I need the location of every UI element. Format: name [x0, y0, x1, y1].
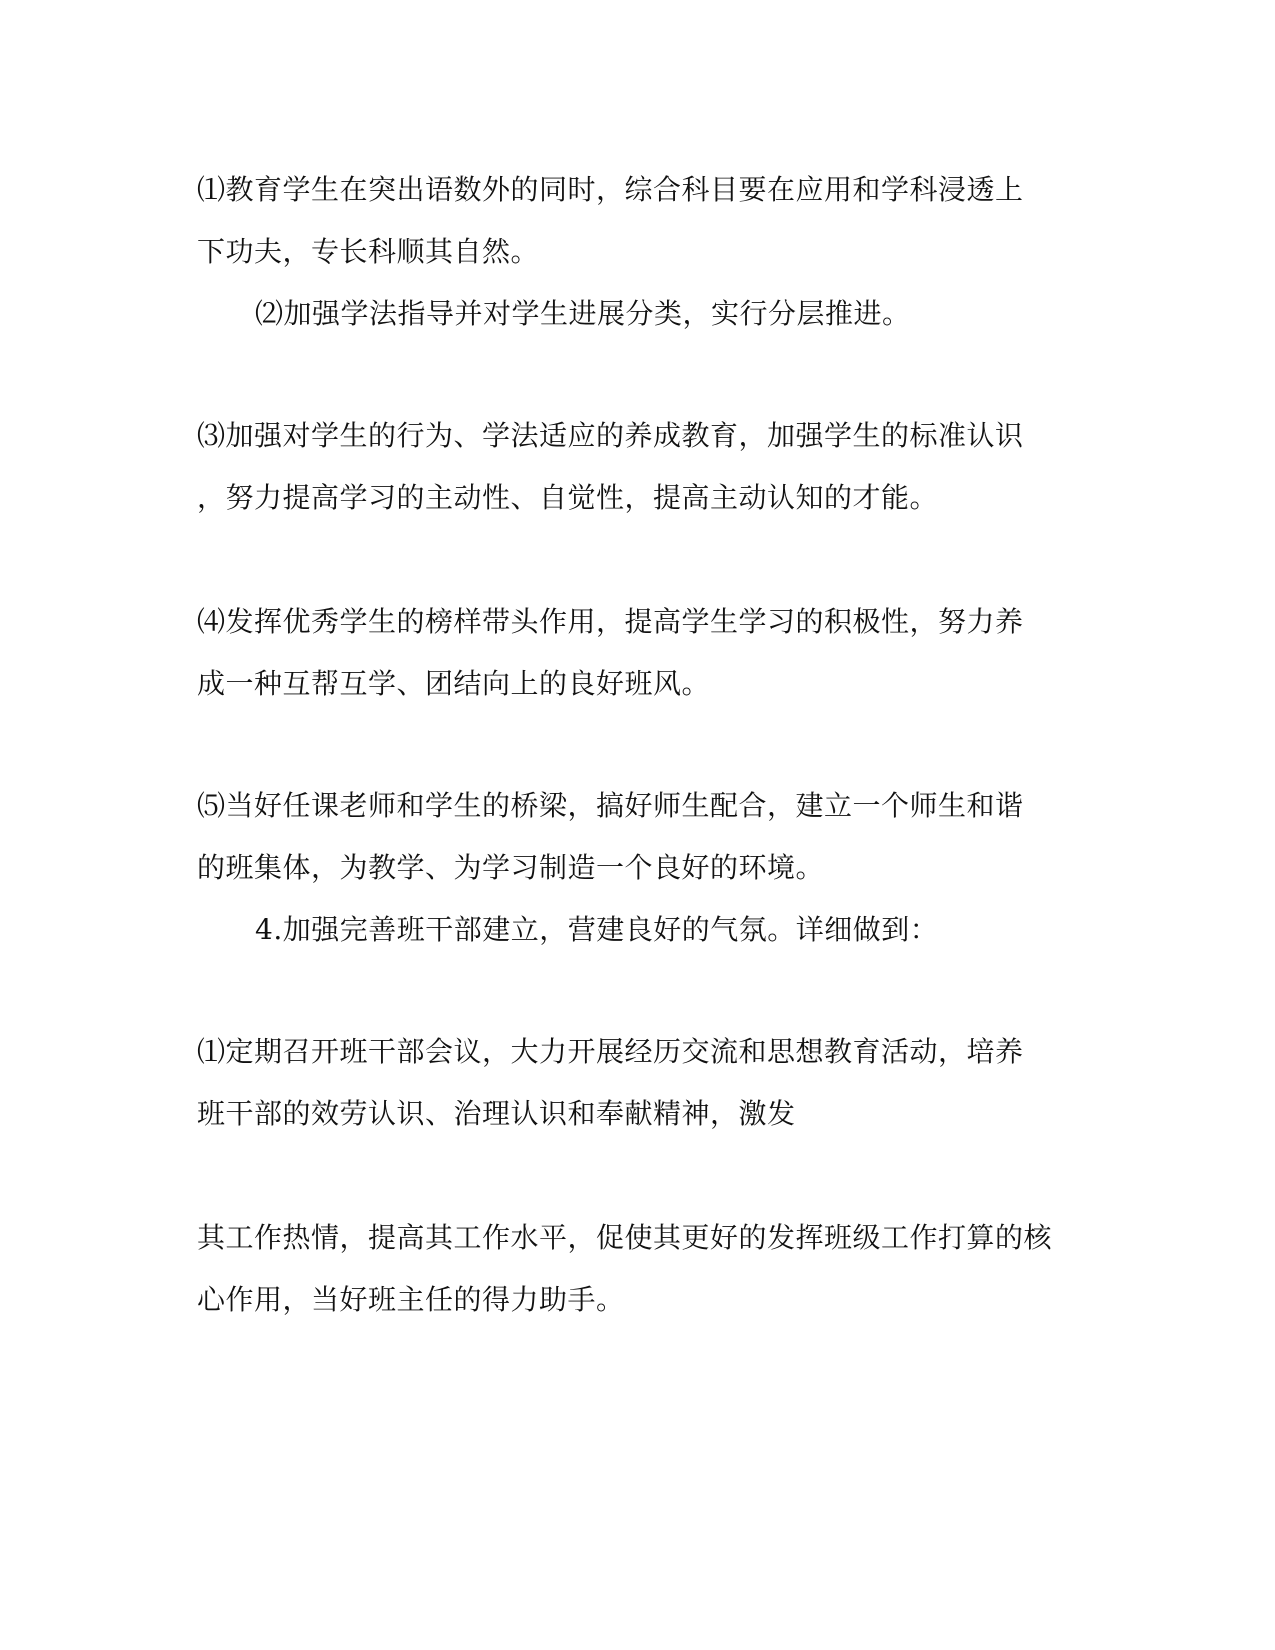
text-line: 的班集体，为教学、为学习制造一个良好的环境。: [197, 851, 825, 884]
text-line: ⑴定期召开班干部会议，大力开展经历交流和思想教育活动，培养: [197, 1035, 1024, 1068]
text-line: 心作用，当好班主任的得力助手。: [197, 1283, 625, 1316]
text-line: ⑴教育学生在突出语数外的同时，综合科目要在应用和学科浸透上: [197, 173, 1024, 206]
text-line: 成一种互帮互学、团结向上的良好班风。: [197, 667, 711, 700]
text-line: ⑵加强学法指导并对学生进展分类，实行分层推进。: [255, 297, 911, 330]
text-line: ⑶加强对学生的行为、学法适应的养成教育，加强学生的标准认识: [197, 419, 1024, 452]
text-line: ，努力提高学习的主动性、自觉性，提高主动认知的才能。: [197, 481, 939, 514]
text-line: 其工作热情，提高其工作水平，促使其更好的发挥班级工作打算的核: [197, 1221, 1053, 1254]
text-line: 班干部的效劳认识、治理认识和奉献精神，激发: [197, 1097, 796, 1130]
text-line: ⑸当好任课老师和学生的桥梁，搞好师生配合，建立一个师生和谐: [197, 789, 1024, 822]
text-line: 4.加强完善班干部建立，营建良好的气氛。详细做到：: [255, 913, 939, 946]
text-line: ⑷发挥优秀学生的榜样带头作用，提高学生学习的积极性，努力养: [197, 605, 1024, 638]
text-line: 下功夫，专长科顺其自然。: [197, 235, 540, 268]
